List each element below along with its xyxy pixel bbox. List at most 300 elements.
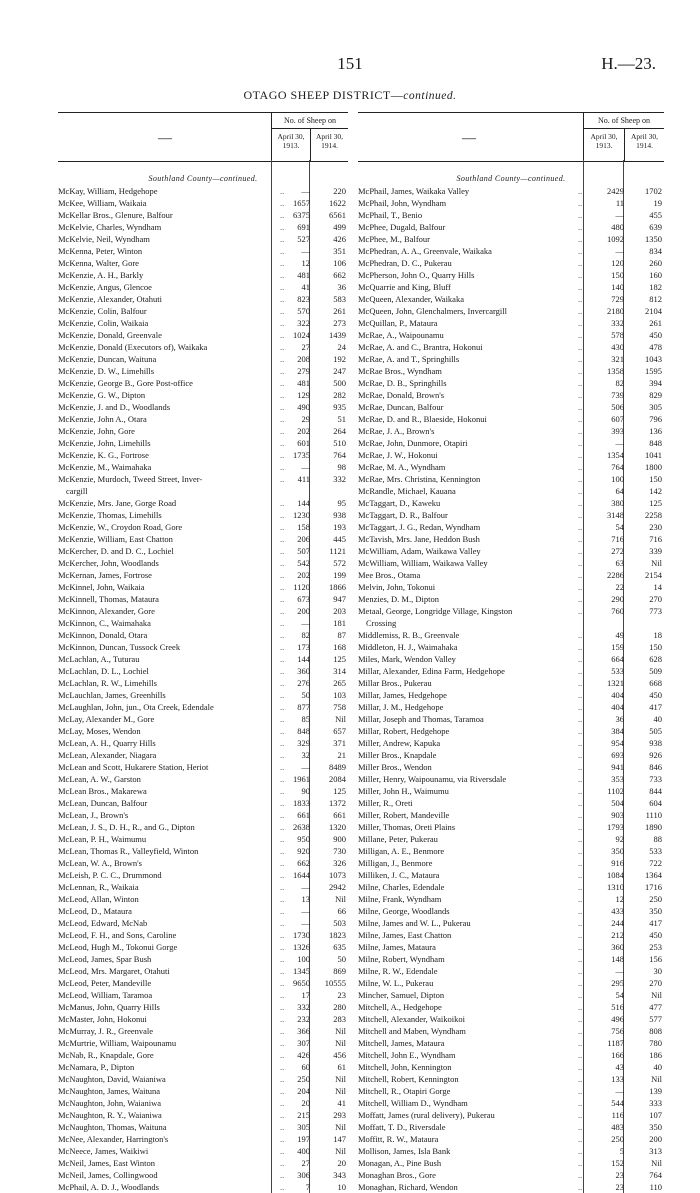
table-row — [58, 1133, 348, 1145]
table-row — [358, 713, 664, 725]
table-row — [358, 785, 664, 797]
owner-name: McRandle, Michael, Kauana — [358, 486, 456, 496]
owner-name: McRae, A. and T., Springhills — [358, 354, 460, 364]
owner-name: McLeod, F. H., and Sons, Caroline — [58, 930, 177, 940]
sheep-1913: — — [301, 918, 310, 928]
table-row — [58, 401, 348, 413]
table-row — [58, 353, 348, 365]
owner-name: Mitchell, John, Kennington — [358, 1062, 452, 1072]
table-row — [358, 245, 664, 257]
sheep-1913: 41 — [301, 282, 310, 292]
owner-name: Mollison, James, Isla Bank — [358, 1146, 451, 1156]
owner-name: McTavish, Mrs. Jane, Heddon Bush — [358, 534, 480, 544]
owner-name: McLeish, P. C. C., Drummond — [58, 870, 162, 880]
leader-dots: .. — [578, 366, 583, 376]
owner-name: Mitchell, John E., Wyndham — [358, 1050, 456, 1060]
sheep-1913: 295 — [611, 978, 624, 988]
leader-dots: .. — [280, 930, 285, 940]
owner-name: McManus, John, Quarry Hills — [58, 1002, 160, 1012]
owner-name: McKenzie, Donald (Executors of), Waikaka — [58, 342, 208, 352]
owner-name: McRae, D. B., Springhills — [358, 378, 447, 388]
table-row — [58, 461, 348, 473]
table-row — [58, 593, 348, 605]
leader-dots: .. — [578, 942, 583, 952]
sheep-1913: — — [301, 882, 310, 892]
owner-name: McNaughton, David, Waianiwa — [58, 1074, 166, 1084]
leader-dots: .. — [578, 726, 583, 736]
leader-dots: .. — [280, 606, 285, 616]
owner-name: McNaughton, John, Waianiwa — [58, 1098, 162, 1108]
table-row — [358, 317, 664, 329]
sheep-1914: 780 — [649, 1038, 662, 1048]
leader-dots: .. — [280, 1002, 285, 1012]
sheep-1914: 1041 — [645, 450, 662, 460]
header-col-1913: April 30, 1913. — [590, 132, 618, 150]
sheep-1913: 158 — [297, 522, 310, 532]
sheep-1913: 366 — [297, 1026, 310, 1036]
sheep-1913: 404 — [611, 690, 624, 700]
sheep-1914: 938 — [333, 510, 346, 520]
table-row — [58, 713, 348, 725]
sheep-1913: — — [301, 462, 310, 472]
sheep-1913: — — [615, 966, 624, 976]
table-body — [358, 185, 664, 1193]
sheep-1913: 82 — [615, 378, 624, 388]
leader-dots: .. — [578, 1074, 583, 1084]
table-row — [58, 845, 348, 857]
sheep-1913: 1657 — [293, 198, 310, 208]
table-row — [358, 1061, 664, 1073]
owner-name: Mee Bros., Otama — [358, 570, 421, 580]
table-row — [58, 1073, 348, 1085]
table-row — [58, 905, 348, 917]
table-row — [58, 533, 348, 545]
sheep-1913: 1833 — [293, 798, 310, 808]
table-row — [358, 557, 664, 569]
owner-name: Millar, J. M., Hedgehope — [358, 702, 444, 712]
table-row — [358, 677, 664, 689]
sheep-1913: 290 — [611, 594, 624, 604]
sheep-1914: Nil — [335, 714, 346, 724]
sheep-1913: 27 — [301, 1158, 310, 1168]
leader-dots: .. — [578, 594, 583, 604]
sheep-1914: Nil — [335, 1074, 346, 1084]
table-row — [58, 761, 348, 773]
table-row — [358, 821, 664, 833]
sheep-1913: 43 — [615, 1062, 624, 1072]
leader-dots: .. — [280, 594, 285, 604]
table-row — [58, 941, 348, 953]
owner-name: Monagan, A., Pine Bush — [358, 1158, 442, 1168]
table-row — [358, 425, 664, 437]
table-row — [58, 677, 348, 689]
sheep-1914: 808 — [649, 1026, 662, 1036]
leader-dots: .. — [280, 378, 285, 388]
table-row — [358, 881, 664, 893]
table-row — [358, 809, 664, 821]
leader-dots: .. — [280, 666, 285, 676]
sheep-1913: 661 — [297, 810, 310, 820]
table-row — [358, 689, 664, 701]
sheep-1913: — — [301, 246, 310, 256]
table-row — [358, 641, 664, 653]
owner-name: McKinnon, Duncan, Tussock Creek — [58, 642, 181, 652]
sheep-1913: 1187 — [607, 1038, 624, 1048]
leader-dots: .. — [578, 1086, 583, 1096]
sheep-1913: 200 — [297, 606, 310, 616]
sheep-1914: 125 — [649, 498, 662, 508]
owner-name: Mitchell, William D., Wyndham — [358, 1098, 468, 1108]
sheep-1914: Nil — [651, 1158, 662, 1168]
sheep-1913: 23 — [615, 1182, 624, 1192]
owner-name: McKenzie, A. H., Barkly — [58, 270, 144, 280]
table-row — [58, 965, 348, 977]
table-header — [58, 112, 348, 162]
sheep-1913: 481 — [297, 378, 310, 388]
sheep-1914: 14 — [653, 582, 662, 592]
sheep-1913: 321 — [611, 354, 624, 364]
leader-dots: .. — [280, 714, 285, 724]
owner-name: Mincher, Samuel, Dipton — [358, 990, 445, 1000]
owner-name: McKenzie, D. W., Limehills — [58, 366, 155, 376]
sheep-1914: 282 — [333, 390, 346, 400]
sheep-1913: 49 — [615, 630, 624, 640]
sheep-1913: 1735 — [293, 450, 310, 460]
owner-name: McQuillan, P., Mataura — [358, 318, 438, 328]
table-row — [58, 953, 348, 965]
sheep-1913: 3148 — [607, 510, 624, 520]
table-row — [358, 1109, 664, 1121]
owner-name: McPhee, M., Balfour — [358, 234, 431, 244]
owner-name: McLeod, D., Mataura — [58, 906, 132, 916]
owner-name: McNee, Alexander, Harrington's — [58, 1134, 169, 1144]
leader-dots: .. — [578, 294, 583, 304]
leader-dots: .. — [280, 390, 285, 400]
owner-name: Melvin, John, Tokonui — [358, 582, 436, 592]
sheep-1914: 136 — [649, 426, 662, 436]
leader-dots: .. — [578, 1038, 583, 1048]
sheep-1913: 527 — [297, 234, 310, 244]
leader-dots: .. — [578, 510, 583, 520]
sheep-1913: 173 — [297, 642, 310, 652]
sheep-1914: 6561 — [329, 210, 346, 220]
table-row — [58, 485, 348, 497]
sheep-1914: 168 — [333, 642, 346, 652]
sheep-1913: 144 — [297, 498, 310, 508]
leader-dots: .. — [280, 1110, 285, 1120]
sheep-1913: 954 — [611, 738, 624, 748]
leader-dots: .. — [280, 846, 285, 856]
owner-name: McPhedran, A. A., Greenvale, Waikaka — [358, 246, 492, 256]
table-row — [58, 737, 348, 749]
leader-dots: .. — [578, 234, 583, 244]
owner-name: Moffatt, T. D., Riversdale — [358, 1122, 446, 1132]
table-row — [58, 605, 348, 617]
sheep-1914: Nil — [651, 1074, 662, 1084]
sheep-1913: 426 — [297, 1050, 310, 1060]
leader-dots: .. — [578, 1134, 583, 1144]
table-row — [358, 413, 664, 425]
leader-dots: .. — [280, 294, 285, 304]
leader-dots: .. — [280, 246, 285, 256]
sheep-1914: 265 — [333, 678, 346, 688]
sheep-1913: 916 — [611, 858, 624, 868]
leader-dots: .. — [578, 654, 583, 664]
sheep-1914: 142 — [649, 486, 662, 496]
sheep-1914: 8489 — [329, 762, 346, 772]
leader-dots: .. — [578, 330, 583, 340]
sheep-1914: 192 — [333, 354, 346, 364]
owner-name: McNeil, James, Collingwood — [58, 1170, 158, 1180]
table-row — [358, 1097, 664, 1109]
sheep-1914: Nil — [335, 1146, 346, 1156]
owner-name: Monaghan Bros., Gore — [358, 1170, 436, 1180]
sheep-1913: 739 — [611, 390, 624, 400]
leader-dots: .. — [578, 630, 583, 640]
table-row — [58, 1013, 348, 1025]
sheep-1913: 129 — [297, 390, 310, 400]
owner-name: McRae Bros., Wyndham — [358, 366, 442, 376]
sheep-1914: 350 — [649, 1122, 662, 1132]
leader-dots: .. — [280, 1182, 285, 1192]
owner-name: McKinnell, Thomas, Mataura — [58, 594, 159, 604]
sheep-1913: 6375 — [293, 210, 310, 220]
header-group-label: No. of Sheep on — [272, 113, 348, 129]
owner-name: McLachlan, D. L., Lochiel — [58, 666, 149, 676]
owner-name: Mitchell, Robert, Kennington — [358, 1074, 459, 1084]
owner-name: McMurray, J. R., Greenvale — [58, 1026, 154, 1036]
leader-dots: .. — [280, 1026, 285, 1036]
owner-name: Millane, Peter, Pukerau — [358, 834, 438, 844]
sheep-1913: 1358 — [607, 366, 624, 376]
sheep-1914: 107 — [649, 1110, 662, 1120]
leader-dots: .. — [280, 750, 285, 760]
table-row — [58, 797, 348, 809]
table-row — [58, 233, 348, 245]
sheep-1914: 326 — [333, 858, 346, 868]
owner-name: McLean and Scott, Hukarere Station, Heriot — [58, 762, 209, 772]
sheep-1914: 260 — [649, 258, 662, 268]
owner-name: McRae, M. A., Wyndham — [358, 462, 446, 472]
sheep-1914: 733 — [649, 774, 662, 784]
owner-name: McRae, D. and R., Blaeside, Hokonui — [358, 414, 487, 424]
table-row — [58, 305, 348, 317]
leader-dots: .. — [578, 870, 583, 880]
sheep-1913: 607 — [611, 414, 624, 424]
owner-name: Mitchell, A., Hedgehope — [358, 1002, 442, 1012]
leader-dots: .. — [578, 1158, 583, 1168]
table-row — [58, 1145, 348, 1157]
leader-dots: .. — [578, 978, 583, 988]
sheep-1914: 50 — [337, 954, 346, 964]
table-row — [358, 953, 664, 965]
sheep-1914: 935 — [333, 402, 346, 412]
sheep-1914: 846 — [649, 762, 662, 772]
sheep-1913: 1092 — [607, 234, 624, 244]
table-row — [58, 389, 348, 401]
table-row — [358, 653, 664, 665]
table-row — [58, 1121, 348, 1133]
table-row — [358, 473, 664, 485]
owner-name: cargill — [66, 486, 88, 496]
sheep-1913: 144 — [297, 654, 310, 664]
sheep-1913: 400 — [297, 1146, 310, 1156]
sheep-1914: 2942 — [329, 882, 346, 892]
sheep-1913: — — [301, 762, 310, 772]
leader-dots: .. — [578, 930, 583, 940]
sheep-1914: 1716 — [645, 882, 662, 892]
sheep-1914: 21 — [337, 750, 346, 760]
owner-name: McNaughton, R. Y., Waianiwa — [58, 1110, 162, 1120]
sheep-1914: 628 — [649, 654, 662, 664]
table-row — [358, 533, 664, 545]
owner-name: McWilliam, Adam, Waikawa Valley — [358, 546, 481, 556]
sheep-1913: 350 — [611, 846, 624, 856]
sheep-1914: 812 — [649, 294, 662, 304]
table-row — [358, 353, 664, 365]
sheep-1913: 140 — [611, 282, 624, 292]
leader-dots: .. — [578, 1182, 583, 1192]
table-row — [58, 785, 348, 797]
sheep-1914: 1439 — [329, 330, 346, 340]
table-row — [358, 749, 664, 761]
sheep-1914: 66 — [337, 906, 346, 916]
leader-dots: .. — [578, 222, 583, 232]
owner-name: McKercher, D. and D. C., Lochiel — [58, 546, 174, 556]
owner-name: McRae, J. A., Brown's — [358, 426, 435, 436]
owner-name: Mitchell and Maben, Wyndham — [358, 1026, 466, 1036]
sheep-1913: 204 — [297, 1086, 310, 1096]
sheep-1913: 63 — [615, 558, 624, 568]
table-row — [58, 473, 348, 485]
leader-dots: .. — [578, 1146, 583, 1156]
sheep-1913: — — [615, 1086, 624, 1096]
sheep-1913: 360 — [611, 942, 624, 952]
owner-name: McLay, Moses, Wendon — [58, 726, 141, 736]
sheep-1914: 500 — [333, 378, 346, 388]
sheep-1914: 445 — [333, 534, 346, 544]
sheep-1914: 668 — [649, 678, 662, 688]
table-row — [58, 833, 348, 845]
leader-dots: .. — [280, 354, 285, 364]
sheep-1914: 417 — [649, 918, 662, 928]
sheep-1914: 657 — [333, 726, 346, 736]
leader-dots: .. — [280, 414, 285, 424]
sheep-1914: 533 — [649, 846, 662, 856]
sheep-1914: 577 — [649, 1014, 662, 1024]
leader-dots: .. — [578, 462, 583, 472]
sheep-1913: 662 — [297, 858, 310, 868]
table-row — [58, 245, 348, 257]
leader-dots: .. — [280, 810, 285, 820]
sheep-1914: 125 — [333, 786, 346, 796]
owner-name: McKenzie, J. and D., Woodlands — [58, 402, 170, 412]
leader-dots: .. — [280, 990, 285, 1000]
leader-dots: .. — [578, 1050, 583, 1060]
table-row — [358, 401, 664, 413]
table-row — [358, 977, 664, 989]
sheep-1914: 156 — [649, 954, 662, 964]
sheep-1913: 823 — [297, 294, 310, 304]
header-dash: — — [158, 131, 172, 146]
sheep-1914: 848 — [649, 438, 662, 448]
sheep-1913: 90 — [301, 786, 310, 796]
sheep-1913: 496 — [611, 1014, 624, 1024]
leader-dots: .. — [280, 534, 285, 544]
leader-dots: .. — [280, 1170, 285, 1180]
owner-name: McKenzie, John, Limehills — [58, 438, 151, 448]
sheep-1913: 60 — [301, 1062, 310, 1072]
sheep-1913: 716 — [611, 534, 624, 544]
sheep-1914: 18 — [653, 630, 662, 640]
table-row — [58, 557, 348, 569]
leader-dots: .. — [578, 390, 583, 400]
leader-dots: .. — [578, 810, 583, 820]
sheep-1913: 950 — [297, 834, 310, 844]
owner-name: Milne, James and W. L., Pukerau — [358, 918, 471, 928]
sheep-1914: 2104 — [645, 306, 662, 316]
sheep-1913: 920 — [297, 846, 310, 856]
sheep-1914: 572 — [333, 558, 346, 568]
sheep-1913: 250 — [297, 1074, 310, 1084]
leader-dots: .. — [578, 906, 583, 916]
leader-dots: .. — [578, 354, 583, 364]
sheep-1914: 722 — [649, 858, 662, 868]
leader-dots: .. — [578, 1170, 583, 1180]
leader-dots: .. — [280, 630, 285, 640]
table-row — [58, 437, 348, 449]
table-row — [58, 185, 348, 197]
table-row — [358, 1037, 664, 1049]
sheep-1913: 206 — [297, 534, 310, 544]
table-row — [358, 593, 664, 605]
table-row — [58, 317, 348, 329]
leader-dots: .. — [578, 486, 583, 496]
sheep-1914: 426 — [333, 234, 346, 244]
leader-dots: .. — [578, 246, 583, 256]
sheep-1913: 17 — [301, 990, 310, 1000]
sheep-1913: 197 — [297, 1134, 310, 1144]
leader-dots: .. — [280, 510, 285, 520]
owner-name: McPhail, T., Benio — [358, 210, 423, 220]
sheep-1913: 756 — [611, 1026, 624, 1036]
leader-dots: .. — [578, 306, 583, 316]
sheep-1914: 1320 — [329, 822, 346, 832]
leader-dots: .. — [280, 798, 285, 808]
table-row — [58, 617, 348, 629]
sheep-1914: 333 — [649, 1098, 662, 1108]
sheep-1914: 1595 — [645, 366, 662, 376]
table-row — [358, 569, 664, 581]
table-row — [358, 521, 664, 533]
table-row — [358, 581, 664, 593]
owner-name: McLennan, R., Waikaia — [58, 882, 139, 892]
table-row — [358, 929, 664, 941]
table-row — [58, 269, 348, 281]
sheep-1913: 490 — [297, 402, 310, 412]
sheep-1913: 380 — [611, 498, 624, 508]
table-header — [358, 112, 664, 162]
sheep-1914: 371 — [333, 738, 346, 748]
table-row — [358, 1073, 664, 1085]
sheep-1913: 23 — [615, 1170, 624, 1180]
sheep-1913: 212 — [611, 930, 624, 940]
leader-dots: .. — [280, 654, 285, 664]
owner-name: Miles, Mark, Wendon Valley — [358, 654, 456, 664]
owner-name: McKenzie, John A., Otara — [58, 414, 147, 424]
sheep-1913: 329 — [297, 738, 310, 748]
sheep-1913: 691 — [297, 222, 310, 232]
